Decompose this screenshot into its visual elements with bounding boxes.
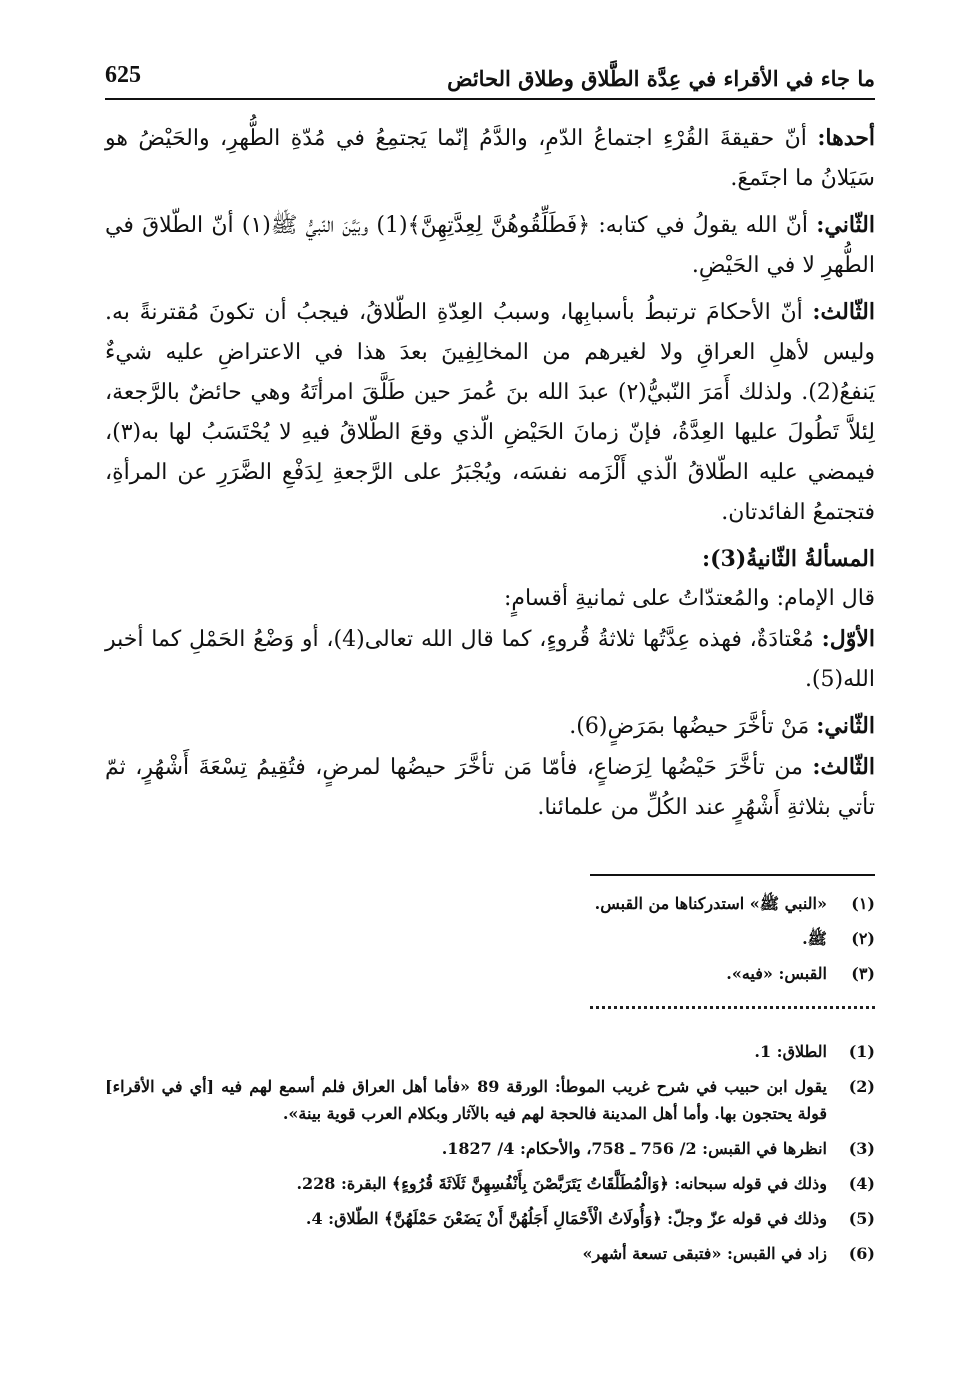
paragraph-lead: أحدها: <box>817 125 875 151</box>
footnote-text: القبس: «فيه». <box>726 964 827 983</box>
paragraph-first <box>105 118 875 199</box>
footnote-text: يقول ابن حبيب في شرح غريب الموطأ: الورقة 89 «فأما أهل العراق فلم أسمع لهم فيه [أي في الأقراء] قولة يحتجون بها. وأما أهل المدينة فالحجة لهم فيه بالآثار وبكلام العرب قوية بينة». <box>105 1077 827 1123</box>
footnote-number: (١) <box>851 894 875 913</box>
paragraph-text: مَنْ تأخَّرَ حيضُها بمَرَضٍ(6). <box>569 714 817 739</box>
paragraph-lead: الثّاني: <box>816 713 875 739</box>
footnote-text: وذلك في قوله سبحانه: ﴿وَالْمُطَلَّقَاتُ يَتَرَبَّصْنَ بِأَنْفُسِهِنَّ ثَلَاثَةَ قُرُوءٍ﴾ البقرة: 228. <box>296 1174 827 1193</box>
footnote-item <box>105 1240 875 1267</box>
footnote-text: انظرها في القبس: 2/ 756 ـ 758، والأحكام: 4/ 1827. <box>441 1139 827 1158</box>
footnote-item <box>105 1205 875 1232</box>
paragraph-text: أنّ حقيقةَ القُرْءِ اجتماعُ الدّمِ، والدَّمُ إنّما يَجتمِعُ في مُدّةِ الطُّهرِ، والحَيْضُ هو سَيَلانُ ما اجتَمعَ. <box>105 126 875 191</box>
running-title: ما جاء في الأقراء في عِدَّة الطَّلاق وطلاق الحائض <box>447 66 875 91</box>
paragraph-text: أنّ الله يقولُ في كتابه: ﴿فَطَلِّقُوهُنَّ لِعِدَّتِهِنَّ﴾(1) وبَيَّنَ النّبيُّ ﷺ(١) أنّ الطّلاقَ في الطُّهرِ لا في الحَيْضِ. <box>105 213 875 278</box>
footnote-number: (5) <box>848 1209 875 1228</box>
footnote-item <box>105 1038 875 1065</box>
footnote-item <box>105 925 875 952</box>
paragraph-text: مُعْتادَةٌ، فهذه عِدَّتُها ثلاثةُ قُروءٍ، كما قال الله تعالى(4)، أو وَضْعُ الحَمْلِ كما أخبر الله(5). <box>105 627 875 692</box>
footnote-dotted-separator <box>590 1006 875 1019</box>
imam-statement: قال الإمام: والمُعتدّاتُ على ثمانيةِ أقسامٍ: <box>504 586 875 611</box>
footnote-text: «النبي ﷺ» استدركناها من القبس. <box>594 894 827 913</box>
footnote-number: (1) <box>848 1042 875 1061</box>
footnotes-editor <box>105 890 875 995</box>
footnote-item <box>105 1135 875 1162</box>
page-header <box>105 62 875 100</box>
paragraph-lead: الأوّل: <box>821 626 875 652</box>
category-second <box>105 706 875 747</box>
paragraph-third <box>105 292 875 533</box>
category-first <box>105 619 875 700</box>
page-number: 625 <box>105 62 141 88</box>
footnote-item <box>105 1170 875 1197</box>
main-text <box>105 118 875 828</box>
footnote-number: (4) <box>848 1174 875 1193</box>
footnotes-references <box>105 1038 875 1275</box>
category-third <box>105 747 875 828</box>
footnote-item <box>105 960 875 987</box>
paragraph-text: أنّ الأحكامَ ترتبطُ بأسبابِها، وسببُ العِدّةِ الطّلاقُ، فيجبُ أن تكونَ مُقترنةً به. وليس لأهلِ العراقِ ولا لغيرهم من المخالِفِينَ بعدَ هذا في الاعتراضِ عليه شيءٌ يَنفعُ(2). ولذلك أَمَرَ النّبيُّ(٢) عبدَ الله بنَ عُمرَ حين طَلَّقَ امرأتَهُ وهي حائضٌ بالرَّجعة، لِئلاَّ تَطُولَ عليها العِدَّةُ، فإنّ زمانَ الحَيْضِ الّذي وقعَ الطّلاقُ فيهِ لا يُحْتَسَبُ لها به(٣)، فيمضي عليه الطّلاقُ الّذي أَلْزَمه نفسَه، ويُجْبَرُ على الرَّجعةِ لِدَفْعِ الضَّرَرِ عن المرأةِ، فتجتمعُ الفائدتان. <box>105 300 875 525</box>
paragraph-second <box>105 205 875 286</box>
footnote-text: ﷺ. <box>802 929 827 948</box>
footnote-item <box>105 890 875 917</box>
paragraph-lead: الثّاني: <box>816 212 875 238</box>
footnote-text: الطلاق: 1. <box>754 1042 827 1061</box>
footnote-separator <box>590 874 875 876</box>
footnote-text: زاد في القبس: «فتبقى تسعة أشهر» <box>582 1244 827 1263</box>
footnote-number: (3) <box>848 1139 875 1158</box>
footnote-text: وذلك في قوله عزّ وجلّ: ﴿وَأُولَاتُ الْأَحْمَالِ أَجَلُهُنَّ أَنْ يَضَعْنَ حَمْلَهُنَّ﴾ الطّلاق: 4. <box>305 1209 827 1228</box>
footnote-number: (٢) <box>851 929 875 948</box>
paragraph-text: من تأخَّرَ حَيْضُها لِرَضاعٍ، فأمّا مَن تأخَّرَ حيضُها لمرضٍ، فتُقِيمُ تِسْعَةَ أَشْهُرٍ، ثمّ تأتي بثلاثةِ أَشْهُرٍ عند الكُلِّ من علمائنا. <box>105 755 875 820</box>
footnote-number: (2) <box>848 1077 875 1096</box>
paragraph-lead: الثّالث: <box>812 754 875 780</box>
footnote-item <box>105 1073 875 1127</box>
footnote-number: (6) <box>848 1244 875 1263</box>
footnote-number: (٣) <box>851 964 875 983</box>
section-heading: المسألةُ الثّانيةُ(3): <box>702 546 875 572</box>
paragraph-lead: الثّالث: <box>812 299 875 325</box>
